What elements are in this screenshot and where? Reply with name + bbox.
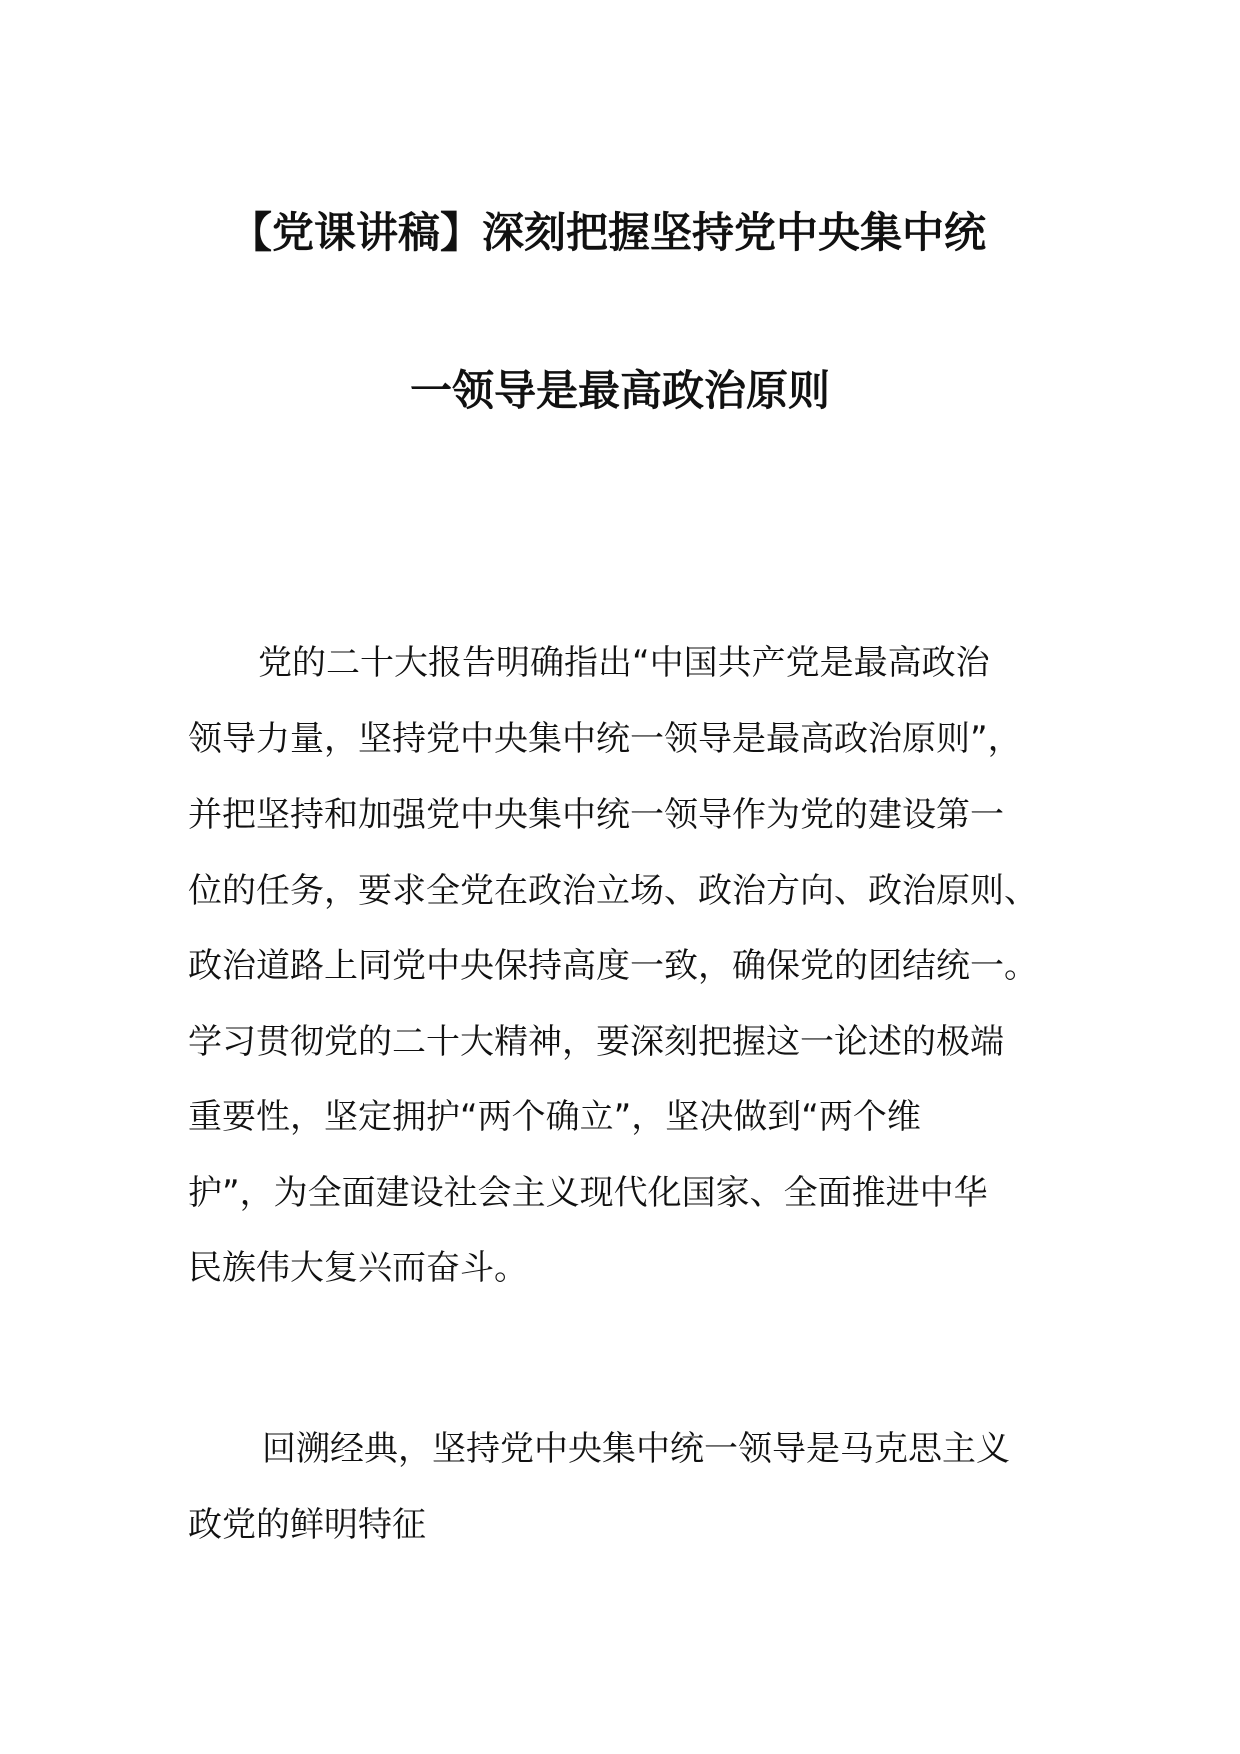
paragraph-1-line: 并把坚持和加强党中央集中统一领导作为党的建设第一 (188, 795, 1004, 835)
paragraph-1-line: 重要性，坚定拥护“两个确立”，坚决做到“两个维 (188, 1097, 921, 1137)
document-title-line-1: 【党课讲稿】深刻把握坚持党中央集中统 (229, 208, 986, 257)
paragraph-1-line: 学习贯彻党的二十大精神，要深刻把握这一论述的极端 (188, 1022, 1004, 1062)
paragraph-1-line: 领导力量，坚持党中央集中统一领导是最高政治原则”， (188, 719, 1022, 759)
paragraph-1-line: 政治道路上同党中央保持高度一致，确保党的团结统一。 (188, 946, 1038, 986)
paragraph-2-line: 政党的鲜明特征 (188, 1505, 426, 1545)
paragraph-1-line: 位的任务，要求全党在政治立场、政治方向、政治原则、 (188, 871, 1038, 911)
paragraph-2-line: 回溯经典，坚持党中央集中统一领导是马克思主义 (262, 1429, 1010, 1469)
paragraph-1-line: 护”，为全面建设社会主义现代化国家、全面推进中华 (188, 1173, 988, 1213)
paragraph-1 (188, 639, 1088, 1299)
paragraph-1-line: 党的二十大报告明确指出“中国共产党是最高政治 (258, 643, 990, 683)
paragraph-2 (188, 1425, 1088, 1565)
paragraph-1-line: 民族伟大复兴而奋斗。 (188, 1248, 528, 1288)
document-title-line-2: 一领导是最高政治原则 (409, 366, 830, 415)
